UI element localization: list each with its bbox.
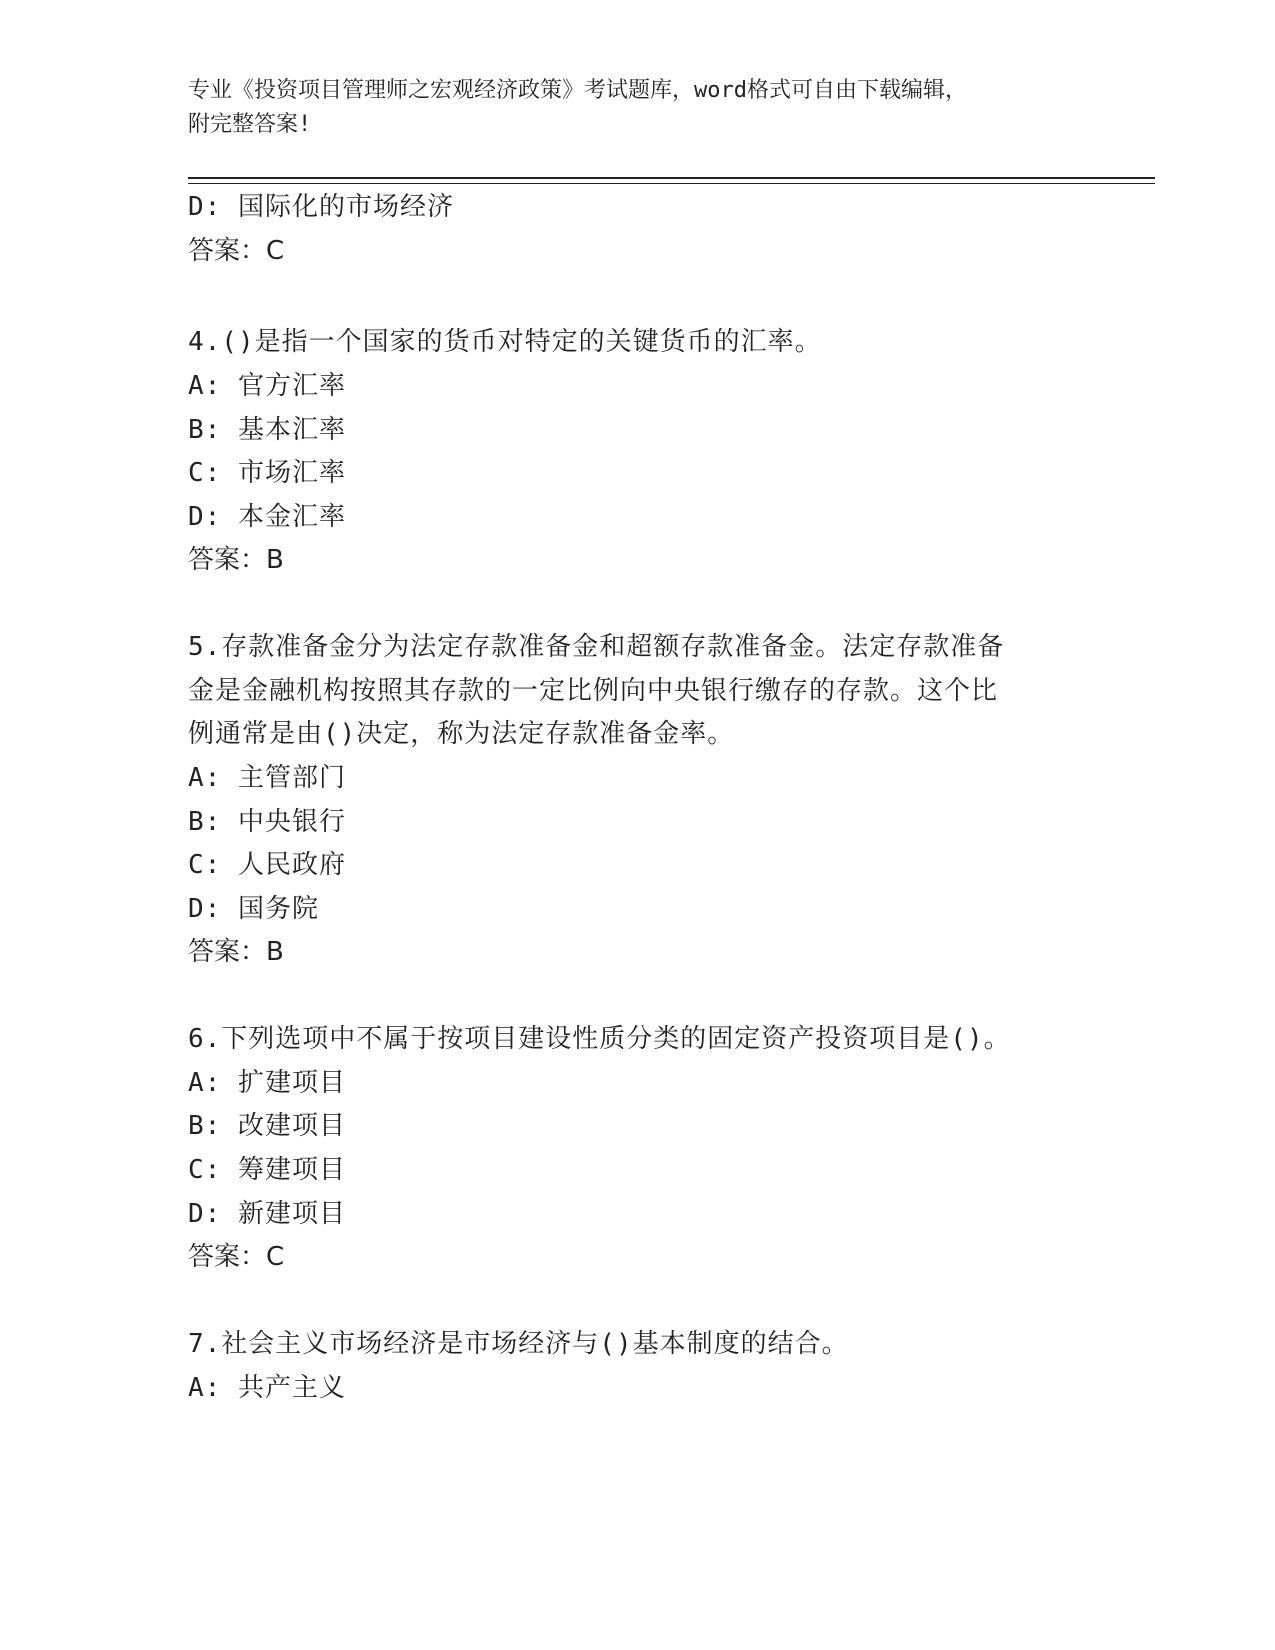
question-4-answer: 答案：B <box>188 545 284 575</box>
question-4-stem: 4.()是指一个国家的货币对特定的关键货币的汇率。 <box>188 327 822 357</box>
question-5-stem-line-2: 金是金融机构按照其存款的一定比例向中央银行缴存的存款。这个比 <box>188 676 999 706</box>
question-6-option-a: A: 扩建项目 <box>188 1068 346 1098</box>
header-line-1: 专业《投资项目管理师之宏观经济政策》考试题库，word格式可自由下载编辑， <box>188 78 967 103</box>
header-divider-thin <box>188 183 1155 184</box>
prev-option-d: D: 国际化的市场经济 <box>188 192 454 222</box>
question-6-stem: 6.下列选项中不属于按项目建设性质分类的固定资产投资项目是()。 <box>188 1024 1011 1054</box>
question-5-option-a: A: 主管部门 <box>188 763 346 793</box>
question-4-option-b: B: 基本汇率 <box>188 415 346 445</box>
header-line-2: 附完整答案! <box>188 112 312 137</box>
prev-answer: 答案：C <box>188 236 285 266</box>
question-6-option-b: B: 改建项目 <box>188 1111 346 1141</box>
question-5-stem-line-3: 例通常是由()决定，称为法定存款准备金率。 <box>188 719 735 749</box>
header-divider-thick <box>188 177 1155 179</box>
question-5-answer: 答案：B <box>188 937 284 967</box>
question-5-option-b: B: 中央银行 <box>188 807 346 837</box>
document-header <box>188 74 1068 142</box>
question-7-option-a: A: 共产主义 <box>188 1373 346 1403</box>
question-6-answer: 答案：C <box>188 1242 285 1272</box>
question-4-option-d: D: 本金汇率 <box>188 502 346 532</box>
question-5-option-d: D: 国务院 <box>188 894 319 924</box>
question-4-option-a: A: 官方汇率 <box>188 371 346 401</box>
question-4-option-c: C: 市场汇率 <box>188 458 346 488</box>
question-7-stem: 7.社会主义市场经济是市场经济与()基本制度的结合。 <box>188 1329 849 1359</box>
question-5-option-c: C: 人民政府 <box>188 850 346 880</box>
question-5-stem-line-1: 5.存款准备金分为法定存款准备金和超额存款准备金。法定存款准备 <box>188 632 1005 662</box>
question-6-option-c: C: 筹建项目 <box>188 1155 346 1185</box>
question-6-option-d: D: 新建项目 <box>188 1199 346 1229</box>
